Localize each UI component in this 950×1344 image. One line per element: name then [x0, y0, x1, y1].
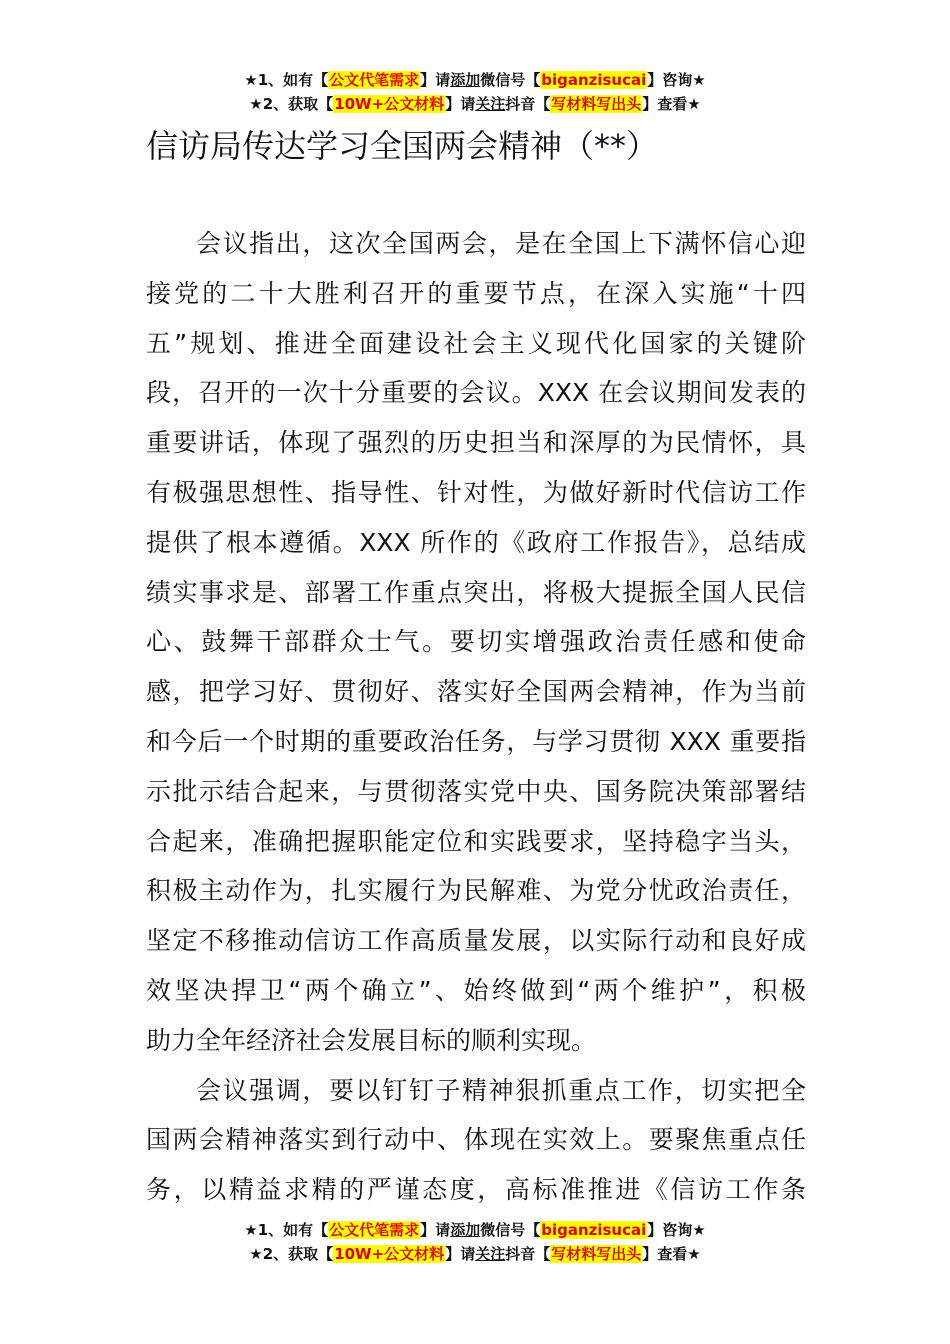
banner-highlight: 公文代笔需求 [329, 71, 420, 89]
text-line: 接党的二十大胜利召开的重要节点，在深入实施“十四 [146, 278, 806, 308]
text-line: 重要讲话，体现了强烈的历史担当和深厚的为民情怀，具 [146, 428, 806, 458]
text-line: 会议强调，要以钉钉子精神狠抓重点工作，切实把全 [196, 1075, 806, 1105]
banner-line-2 [0, 1242, 950, 1266]
banner-underlined-text: 关注 [475, 95, 506, 113]
text-line: 会议指出，这次全国两会，是在全国上下满怀信心迎 [196, 229, 806, 258]
header-banner [0, 68, 950, 116]
banner-underlined-text: 关注 [475, 1245, 506, 1263]
paragraph-2 [146, 1066, 806, 1215]
banner-line-1 [0, 1218, 950, 1242]
banner-line-2 [0, 92, 950, 116]
banner-highlight-douyin: 写材料写出头 [551, 95, 642, 113]
banner-text: ★1、如有【 [244, 1221, 329, 1239]
text-line: 段，召开的一次十分重要的会议。XXX 在会议期间发表的 [146, 378, 806, 408]
text-line: 提供了根本遵循。XXX 所作的《政府工作报告》，总结成 [146, 527, 806, 557]
banner-highlight-wechat: biganzisucai [541, 71, 647, 89]
text-line: 和今后一个时期的重要政治任务，与学习贯彻 XXX 重要指 [146, 726, 806, 756]
text-line: 助力全年经济社会发展目标的顺利实现。 [146, 1025, 597, 1055]
banner-highlight: 10W+公文材料 [334, 1245, 445, 1263]
banner-text: ★2、获取【 [249, 1245, 334, 1263]
text-line: 国两会精神落实到行动中、体现在实效上。要聚焦重点任 [146, 1125, 806, 1155]
banner-text: 】查看★ [642, 95, 701, 113]
text-line: 合起来，准确把握职能定位和实践要求，坚持稳字当头， [146, 826, 806, 856]
banner-text: 抖音【 [505, 1245, 551, 1263]
banner-underlined-text: 添加 [450, 1221, 481, 1239]
text-line: 务，以精益求精的严谨态度，高标准推进《信访工作条 [146, 1175, 806, 1205]
banner-text: 】请 [445, 1245, 476, 1263]
document-body [146, 219, 806, 1215]
document-title: 信访局传达学习全国两会精神（**） [146, 127, 659, 165]
text-line: 感，把学习好、贯彻好、落实好全国两会精神，作为当前 [146, 677, 806, 707]
text-line: 效坚决捍卫“两个确立”、始终做到“两个维护”，积极 [146, 975, 806, 1005]
text-line: 五”规划、推进全面建设社会主义现代化国家的关键阶 [146, 328, 806, 358]
banner-text: 】查看★ [642, 1245, 701, 1263]
text-line: 示批示结合起来，与贯彻落实党中央、国务院决策部署结 [146, 776, 806, 806]
banner-line-1 [0, 68, 950, 92]
banner-text: 微信号【 [480, 71, 541, 89]
text-line: 心、鼓舞干部群众士气。要切实增强政治责任感和使命 [146, 627, 806, 657]
banner-highlight: 10W+公文材料 [334, 95, 445, 113]
footer-banner [0, 1218, 950, 1266]
banner-text: 】请 [420, 71, 451, 89]
text-line: 有极强思想性、指导性、针对性，为做好新时代信访工作 [146, 477, 806, 507]
banner-text: 】请 [420, 1221, 451, 1239]
banner-text: 微信号【 [480, 1221, 541, 1239]
text-line: 绩实事求是、部署工作重点突出，将极大提振全国人民信 [146, 577, 806, 607]
banner-text: ★1、如有【 [244, 71, 329, 89]
banner-text: ★2、获取【 [249, 95, 334, 113]
banner-highlight-wechat: biganzisucai [541, 1221, 647, 1239]
text-line: 积极主动作为，扎实履行为民解难、为党分忧政治责任， [146, 876, 806, 906]
text-line: 坚定不移推动信访工作高质量发展，以实际行动和良好成 [146, 926, 806, 956]
banner-highlight: 公文代笔需求 [329, 1221, 420, 1239]
banner-text: 抖音【 [505, 95, 551, 113]
paragraph-1 [146, 219, 806, 1066]
banner-highlight-douyin: 写材料写出头 [551, 1245, 642, 1263]
banner-underlined-text: 添加 [450, 71, 481, 89]
banner-text: 】咨询★ [647, 71, 706, 89]
banner-text: 】咨询★ [647, 1221, 706, 1239]
banner-text: 】请 [445, 95, 476, 113]
